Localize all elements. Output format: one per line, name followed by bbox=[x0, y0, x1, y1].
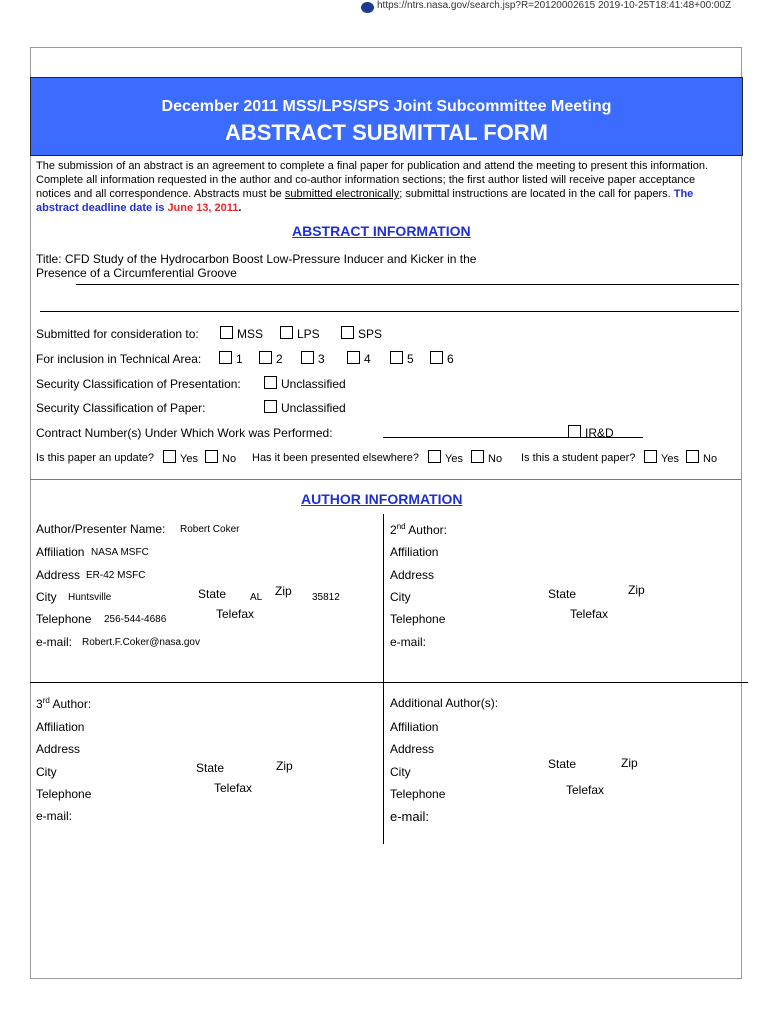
consideration-mss[interactable] bbox=[220, 326, 263, 341]
title-line-1: Title: CFD Study of the Hydrocarbon Boost Low-Pressure Inducer and Kicker in the bbox=[36, 252, 477, 266]
header-banner bbox=[30, 77, 743, 156]
presenter-telephone-label: Telephone bbox=[36, 612, 92, 626]
presenter-affiliation-label: Affiliation bbox=[36, 545, 85, 559]
update-yes-checkbox[interactable] bbox=[163, 450, 176, 463]
ird-checkbox[interactable] bbox=[568, 425, 581, 438]
presenter-address[interactable]: ER-42 MSFC bbox=[86, 570, 146, 581]
presented-no-checkbox[interactable] bbox=[471, 450, 484, 463]
presenter-telephone[interactable]: 256-544-4686 bbox=[104, 614, 167, 625]
update-no-checkbox[interactable] bbox=[205, 450, 218, 463]
area-1[interactable] bbox=[219, 351, 243, 366]
presenter-affiliation[interactable]: NASA MSFC bbox=[91, 547, 149, 558]
source-url[interactable]: https://ntrs.nasa.gov/search.jsp?R=20120002615 2019-10-25T18:41:48+00:00Z bbox=[377, 0, 732, 11]
sec-presentation-label: Security Classification of Presentation: bbox=[36, 377, 241, 391]
consideration-label: Submitted for consideration to: bbox=[36, 327, 199, 341]
additional-telephone-label: Telephone bbox=[390, 787, 446, 801]
area-3[interactable] bbox=[301, 351, 325, 366]
third-author-label bbox=[36, 696, 91, 711]
presented-no-label: No bbox=[488, 453, 503, 465]
area-5-label: 5 bbox=[407, 352, 414, 366]
presenter-name-label: Author/Presenter Name: bbox=[36, 522, 166, 536]
ird-option[interactable] bbox=[568, 425, 614, 440]
presented-yes-label: Yes bbox=[445, 453, 463, 465]
presenter-state-label: State bbox=[198, 587, 227, 601]
third-address-label: Address bbox=[36, 742, 81, 756]
author-grid-horizontal bbox=[30, 682, 748, 683]
third-email-label: e-mail: bbox=[36, 809, 73, 823]
deadline-lead: The bbox=[673, 188, 694, 200]
second-affiliation-label: Affiliation bbox=[390, 545, 439, 559]
area-4[interactable] bbox=[347, 351, 371, 366]
sps-label: SPS bbox=[358, 327, 383, 341]
second-address-label: Address bbox=[390, 568, 435, 582]
sps-checkbox[interactable] bbox=[341, 326, 354, 339]
presented-yes-checkbox[interactable] bbox=[428, 450, 441, 463]
second-author-num: 2 bbox=[390, 523, 397, 537]
second-email-label: e-mail: bbox=[390, 635, 427, 649]
third-zip-label: Zip bbox=[276, 759, 293, 773]
intro-line-3 bbox=[36, 188, 693, 200]
title-underline-2 bbox=[40, 311, 739, 312]
meeting-title: December 2011 MSS/LPS/SPS Joint Subcommittee Meeting bbox=[161, 98, 612, 115]
sec-paper-checkbox[interactable] bbox=[264, 400, 277, 413]
area-6-checkbox[interactable] bbox=[430, 351, 443, 364]
title-underline-1 bbox=[76, 284, 739, 285]
third-author-text: Author: bbox=[52, 697, 92, 711]
presenter-city[interactable]: Huntsville bbox=[68, 592, 112, 603]
presenter-zip[interactable]: 35812 bbox=[312, 592, 340, 603]
area-6[interactable] bbox=[430, 351, 454, 366]
student-no[interactable] bbox=[686, 450, 717, 465]
presented-yes[interactable] bbox=[428, 450, 463, 465]
author-section-divider bbox=[30, 479, 741, 480]
additional-affiliation-label: Affiliation bbox=[390, 720, 439, 734]
intro-line-3-post: ; submittal instructions are located in the call for papers. bbox=[399, 188, 674, 200]
deadline-date: June 13, 2011 bbox=[167, 202, 239, 214]
presenter-email-label: e-mail: bbox=[36, 635, 73, 649]
presenter-address-label: Address bbox=[36, 568, 81, 582]
presented-question: Has it been presented elsewhere? bbox=[252, 452, 419, 464]
form-title: ABSTRACT SUBMITTAL FORM bbox=[224, 120, 549, 145]
update-yes-label: Yes bbox=[180, 453, 198, 465]
area-1-checkbox[interactable] bbox=[219, 351, 232, 364]
additional-state-label: State bbox=[548, 757, 577, 771]
student-yes-label: Yes bbox=[661, 453, 679, 465]
author-info-heading: AUTHOR INFORMATION bbox=[301, 491, 463, 507]
presented-no[interactable] bbox=[471, 450, 502, 465]
third-telephone-label: Telephone bbox=[36, 787, 92, 801]
presenter-zip-label: Zip bbox=[275, 584, 292, 598]
title-line-2: Presence of a Circumferential Groove bbox=[36, 266, 237, 280]
student-no-checkbox[interactable] bbox=[686, 450, 699, 463]
third-author-num: 3 bbox=[36, 697, 43, 711]
second-author-label bbox=[390, 522, 447, 537]
additional-authors-label: Additional Author(s): bbox=[390, 696, 499, 710]
technical-area-label: For inclusion in Technical Area: bbox=[36, 352, 202, 366]
consideration-sps[interactable] bbox=[341, 326, 382, 341]
sec-presentation-option: Unclassified bbox=[281, 377, 346, 391]
form-frame bbox=[30, 47, 742, 979]
area-2-label: 2 bbox=[276, 352, 283, 366]
second-author-sup: nd bbox=[396, 522, 406, 531]
nasa-logo-icon bbox=[361, 2, 374, 13]
presenter-city-label: City bbox=[36, 590, 57, 604]
intro-line-3-text: notices and all correspondence. Abstracts must be bbox=[36, 188, 285, 200]
additional-email-label: e-mail: bbox=[390, 809, 430, 824]
intro-line-1: The submission of an abstract is an agreement to complete a final paper for publication and attend the meeting to present this information. bbox=[36, 160, 708, 172]
student-yes[interactable] bbox=[644, 450, 679, 465]
area-3-label: 3 bbox=[318, 352, 325, 366]
second-zip-label: Zip bbox=[628, 583, 645, 597]
area-3-checkbox[interactable] bbox=[301, 351, 314, 364]
presenter-state[interactable]: AL bbox=[250, 592, 263, 603]
lps-checkbox[interactable] bbox=[280, 326, 293, 339]
second-telefax-label: Telefax bbox=[570, 607, 609, 621]
sec-presentation-checkbox[interactable] bbox=[264, 376, 277, 389]
area-4-label: 4 bbox=[364, 352, 371, 366]
author-grid-vertical bbox=[383, 514, 384, 844]
abstract-info-heading: ABSTRACT INFORMATION bbox=[292, 223, 471, 239]
sec-presentation-unclassified[interactable] bbox=[264, 376, 346, 391]
area-5-checkbox[interactable] bbox=[390, 351, 403, 364]
additional-zip-label: Zip bbox=[621, 756, 638, 770]
area-1-label: 1 bbox=[236, 352, 243, 366]
update-question: Is this paper an update? bbox=[36, 452, 155, 464]
additional-address-label: Address bbox=[390, 742, 435, 756]
sec-paper-option: Unclassified bbox=[281, 401, 346, 415]
presenter-telefax-label: Telefax bbox=[216, 607, 255, 621]
mss-checkbox[interactable] bbox=[220, 326, 233, 339]
second-author-text: Author: bbox=[408, 523, 447, 537]
second-telephone-label: Telephone bbox=[390, 612, 446, 626]
contract-label: Contract Number(s) Under Which Work was Performed: bbox=[36, 426, 333, 440]
submitted-electronically-link[interactable]: submitted electronically bbox=[284, 188, 400, 200]
sec-paper-label: Security Classification of Paper: bbox=[36, 401, 206, 415]
area-4-checkbox[interactable] bbox=[347, 351, 360, 364]
update-no-label: No bbox=[222, 453, 237, 465]
deadline-label: abstract deadline date is bbox=[36, 202, 168, 214]
third-state-label: State bbox=[196, 761, 225, 775]
third-affiliation-label: Affiliation bbox=[36, 720, 85, 734]
mss-label: MSS bbox=[237, 327, 264, 341]
area-2-checkbox[interactable] bbox=[259, 351, 272, 364]
ird-label: IR&D bbox=[585, 426, 614, 440]
intro-line-4 bbox=[36, 202, 241, 214]
third-city-label: City bbox=[36, 765, 57, 779]
consideration-lps[interactable] bbox=[280, 326, 320, 341]
deadline-period: . bbox=[238, 202, 242, 214]
third-telefax-label: Telefax bbox=[214, 781, 253, 795]
second-state-label: State bbox=[548, 587, 577, 601]
area-5[interactable] bbox=[390, 351, 414, 366]
student-no-label: No bbox=[703, 453, 718, 465]
sec-paper-unclassified[interactable] bbox=[264, 400, 346, 415]
second-city-label: City bbox=[390, 590, 411, 604]
additional-city-label: City bbox=[390, 765, 411, 779]
intro-line-2: Complete all information requested in the author and co-author information sections; the first author listed will receive paper acceptance bbox=[36, 174, 696, 186]
lps-label: LPS bbox=[297, 327, 320, 341]
student-question: Is this a student paper? bbox=[521, 452, 636, 464]
presenter-email[interactable]: Robert.F.Coker@nasa.gov bbox=[82, 637, 200, 648]
student-yes-checkbox[interactable] bbox=[644, 450, 657, 463]
area-6-label: 6 bbox=[447, 352, 454, 366]
update-yes[interactable] bbox=[163, 450, 198, 465]
update-no[interactable] bbox=[205, 450, 236, 465]
presenter-name[interactable]: Robert Coker bbox=[180, 524, 240, 535]
area-2[interactable] bbox=[259, 351, 283, 366]
third-author-sup: rd bbox=[42, 696, 50, 705]
additional-telefax-label: Telefax bbox=[566, 783, 605, 797]
